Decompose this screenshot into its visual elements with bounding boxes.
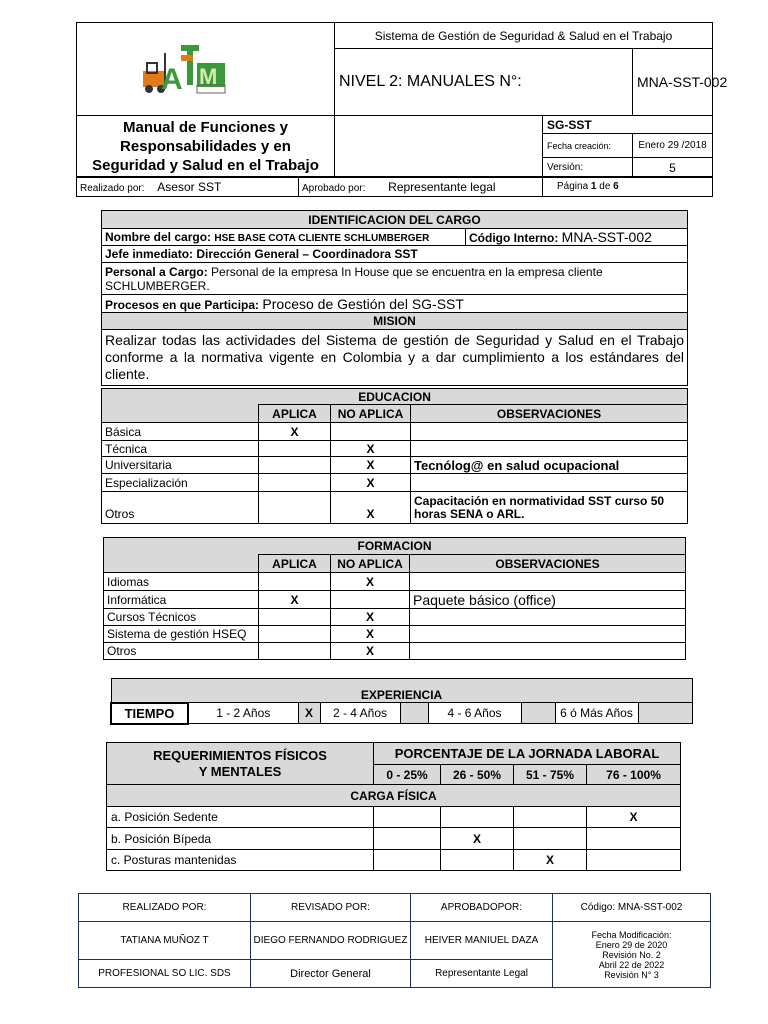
mision-text: Realizar todas las actividades del Sistema de gestión de Seguridad y Salud en el Trabajo conforme a la normativa vigente en Colombia y a dar cumplimiento a los estándares del cliente.	[102, 330, 688, 386]
range-4: 76 - 100%	[587, 765, 681, 785]
fisicos-title-cell	[107, 743, 374, 785]
edu-col-obs: OBSERVACIONES	[411, 405, 688, 423]
exp-mark-1: X	[298, 703, 320, 724]
table-row	[104, 591, 686, 609]
table-row	[102, 441, 688, 457]
range-1: 0 - 25%	[374, 765, 441, 785]
codigo-interno-value: MNA-SST-002	[561, 229, 652, 245]
posicion-mark	[514, 807, 587, 828]
posicion-mark	[514, 828, 587, 850]
table-row	[107, 828, 681, 850]
footer-realizado-role: PROFESIONAL SO LIC. SDS	[79, 960, 251, 988]
mod-line: Revisión N° 3	[604, 969, 659, 980]
posicion-mark: X	[441, 828, 514, 850]
ident-table	[101, 210, 688, 386]
edu-label: Universitaria	[102, 457, 259, 474]
form-obs	[410, 573, 686, 591]
procesos-label: Procesos en que Participa:	[105, 297, 260, 312]
table-row	[102, 423, 688, 441]
edu-no-aplica-mark	[331, 423, 411, 441]
tiempo-label: TIEMPO	[111, 703, 188, 724]
edu-obs-2: horas SENA o ARL.	[414, 506, 525, 521]
personal-cargo-value: Personal de la empresa In House que se encuentra en la empresa cliente	[211, 264, 603, 279]
exp-mark-3	[521, 703, 555, 724]
footer-modificacion	[553, 922, 711, 988]
form-label: Cursos Técnicos	[104, 609, 259, 626]
nombre-cargo-cell	[102, 229, 466, 246]
pagina-label: Página	[557, 181, 589, 192]
educacion-title: EDUCACION	[102, 389, 688, 405]
educacion-table	[101, 388, 688, 524]
range-3: 51 - 75%	[514, 765, 587, 785]
personal-cargo-value-2: SCHLUMBERGER.	[105, 278, 210, 293]
edu-obs	[411, 423, 688, 441]
system-title: Sistema de Gestión de Seguridad & Salud en el Trabajo	[335, 23, 713, 49]
procesos	[102, 295, 688, 313]
version-value: 5	[633, 158, 713, 178]
edu-label: Especialización	[102, 474, 259, 492]
experiencia-table	[110, 678, 693, 725]
form-col-aplica: APLICA	[259, 555, 331, 573]
pagina-de: de	[599, 181, 611, 192]
exp-opt-4: 6 ó Más Años	[555, 703, 638, 724]
codigo-interno-label: Código Interno:	[469, 231, 559, 245]
form-aplica-mark	[259, 626, 331, 643]
pagina-num: 1	[590, 181, 597, 192]
form-label: Idiomas	[104, 573, 259, 591]
posicion-mark: X	[587, 807, 681, 828]
exp-opt-1: 1 - 2 Años	[188, 703, 298, 724]
table-row	[102, 492, 688, 524]
mod-line: Fecha Modificación:	[591, 929, 672, 940]
pagina-cell	[543, 177, 713, 197]
atm-logo	[77, 23, 334, 115]
table-row	[104, 626, 686, 643]
edu-no-aplica-mark: X	[331, 457, 411, 474]
svg-text:M: M	[199, 64, 218, 89]
footer-revisado-role: Director General	[251, 960, 411, 988]
form-label: Otros	[104, 643, 259, 660]
version-label: Versión:	[543, 158, 633, 178]
edu-aplica-mark	[259, 492, 331, 524]
posicion-mark	[441, 850, 514, 871]
footer-realizado-name: TATIANA MUÑOZ T	[79, 922, 251, 960]
fisicos-table	[106, 742, 681, 871]
realizado-cell	[77, 177, 299, 197]
edu-obs	[411, 441, 688, 457]
sg-sst-label: SG-SST	[543, 116, 713, 134]
formacion-title: FORMACION	[104, 538, 686, 555]
form-col-no-aplica: NO APLICA	[331, 555, 410, 573]
exp-mark-4	[638, 703, 692, 724]
form-no-aplica-mark: X	[331, 626, 410, 643]
edu-aplica-mark	[259, 474, 331, 492]
form-no-aplica-mark: X	[331, 573, 410, 591]
carga-fisica-title: CARGA FÍSICA	[107, 785, 681, 807]
svg-text:A: A	[161, 63, 183, 96]
form-no-aplica-mark: X	[331, 609, 410, 626]
footer-signoff	[78, 893, 711, 988]
footer-revisado-name: DIEGO FERNANDO RODRIGUEZ	[251, 922, 411, 960]
table-row	[102, 457, 688, 474]
table-row	[102, 474, 688, 492]
edu-obs: Tecnólog@ en salud ocupacional	[411, 457, 688, 474]
mod-line: Abril 22 de 2022	[598, 959, 665, 970]
form-label: Sistema de gestión HSEQ	[104, 626, 259, 643]
logo-cell	[77, 23, 335, 116]
edu-no-aplica-mark: X	[331, 441, 411, 457]
form-aplica-mark	[259, 609, 331, 626]
edu-aplica-mark: X	[259, 423, 331, 441]
jefe-inmediato: Jefe inmediato: Dirección General – Coordinadora SST	[102, 246, 688, 263]
footer-realizado-label: REALIZADO POR:	[79, 894, 251, 922]
edu-col-aplica: APLICA	[259, 405, 331, 423]
edu-label: Otros	[102, 492, 259, 524]
formacion-table	[103, 537, 686, 660]
posicion-label: c. Posturas mantenidas	[107, 850, 374, 871]
footer-codigo: Código: MNA-SST-002	[553, 894, 711, 922]
manual-level: NIVEL 2: MANUALES N°:	[335, 49, 633, 116]
table-row	[104, 609, 686, 626]
exp-opt-3: 4 - 6 Años	[428, 703, 521, 724]
posicion-mark	[587, 850, 681, 871]
form-aplica-mark	[259, 643, 331, 660]
form-obs: Paquete básico (office)	[410, 591, 686, 609]
experiencia-title: EXPERIENCIA	[111, 679, 692, 703]
posicion-mark	[374, 807, 441, 828]
edu-aplica-mark	[259, 441, 331, 457]
doc-code: MNA-SST-002	[633, 49, 713, 116]
fisicos-title-2: Y MENTALES	[198, 763, 282, 779]
fisicos-title: REQUERIMIENTOS FÍSICOS	[153, 747, 327, 763]
form-aplica-mark	[259, 573, 331, 591]
pagina-total: 6	[613, 181, 619, 192]
posicion-mark: X	[514, 850, 587, 871]
edu-label: Técnica	[102, 441, 259, 457]
fecha-label: Fecha creación:	[543, 134, 633, 158]
header-signoff-row	[76, 176, 713, 197]
form-col-obs: OBSERVACIONES	[410, 555, 686, 573]
posicion-mark	[587, 828, 681, 850]
table-row	[107, 850, 681, 871]
range-2: 26 - 50%	[441, 765, 514, 785]
table-row	[107, 807, 681, 828]
table-row	[104, 643, 686, 660]
document-header	[76, 22, 728, 178]
footer-aprobado-label: APROBADOPOR:	[411, 894, 553, 922]
edu-col-no-aplica: NO APLICA	[331, 405, 411, 423]
form-obs	[410, 643, 686, 660]
nombre-cargo-label: Nombre del cargo:	[105, 230, 212, 244]
footer-aprobado-name: HEIVER MANIUEL DAZA	[411, 922, 553, 960]
edu-no-aplica-mark: X	[331, 474, 411, 492]
mod-line: Revisión No. 2	[602, 949, 661, 960]
edu-obs: Capacitación en normatividad SST curso 50	[414, 493, 665, 508]
edu-obs-cell	[411, 492, 688, 524]
codigo-interno-cell	[466, 229, 688, 246]
fecha-value: Enero 29 /2018	[633, 134, 713, 158]
mision-title: MISION	[102, 313, 688, 330]
posicion-label: b. Posición Bípeda	[107, 828, 374, 850]
form-label: Informática	[104, 591, 259, 609]
form-no-aplica-mark	[331, 591, 410, 609]
personal-cargo-label: Personal a Cargo:	[105, 264, 208, 279]
footer-revisado-label: REVISADO POR:	[251, 894, 411, 922]
porcentaje-title: PORCENTAJE DE LA JORNADA LABORAL	[374, 743, 681, 765]
form-aplica-mark: X	[259, 591, 331, 609]
aprobado-value: Representante legal	[388, 179, 496, 194]
posicion-label: a. Posición Sedente	[107, 807, 374, 828]
nombre-cargo-value: HSE BASE COTA CLIENTE SCHLUMBERGER	[214, 233, 430, 244]
form-no-aplica-mark: X	[331, 643, 410, 660]
ident-title: IDENTIFICACION DEL CARGO	[102, 211, 688, 229]
realizado-label: Realizado por:	[80, 182, 145, 194]
aprobado-label: Aprobado por:	[302, 182, 366, 194]
personal-cargo	[102, 263, 688, 295]
footer-aprobado-role: Representante Legal	[411, 960, 553, 988]
procesos-value: Proceso de Gestión del SG-SST	[262, 295, 464, 312]
exp-opt-2: 2 - 4 Años	[320, 703, 400, 724]
table-row	[104, 573, 686, 591]
edu-obs	[411, 474, 688, 492]
form-obs	[410, 626, 686, 643]
mod-line: Enero 29 de 2020	[595, 939, 668, 950]
manual-title: Manual de Funciones y Responsabilidades y en Seguridad y Salud en el Trabajo	[77, 116, 335, 178]
edu-no-aplica-mark: X	[331, 492, 411, 524]
aprobado-cell	[299, 177, 543, 197]
realizado-value: Asesor SST	[157, 179, 222, 194]
posicion-mark	[441, 807, 514, 828]
edu-label: Básica	[102, 423, 259, 441]
edu-aplica-mark	[259, 457, 331, 474]
form-obs	[410, 609, 686, 626]
exp-mark-2	[400, 703, 428, 724]
posicion-mark	[374, 850, 441, 871]
posicion-mark	[374, 828, 441, 850]
